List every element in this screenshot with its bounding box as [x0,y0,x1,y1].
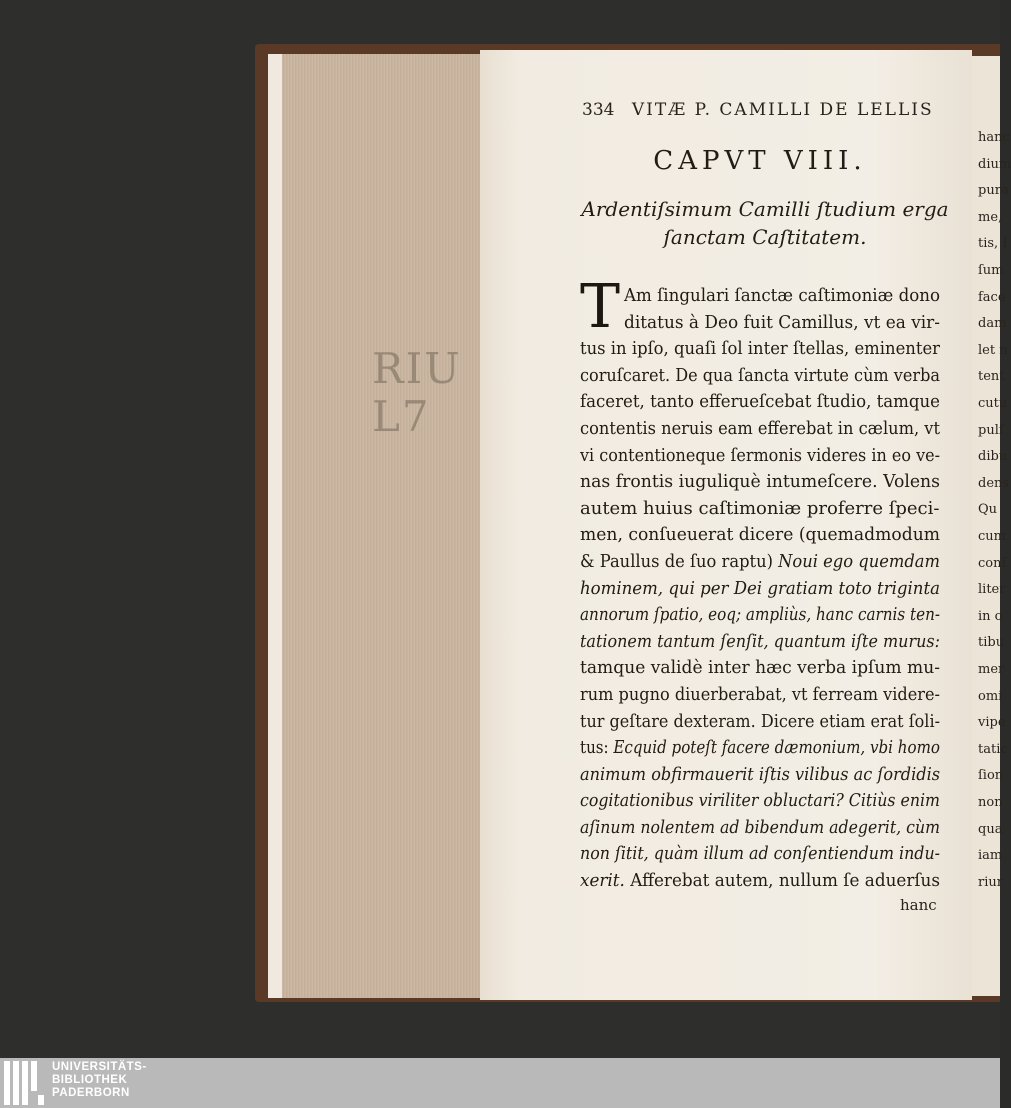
text-line: annorum ſpatio, eoq; ampliùs, hanc carnis ten- [580,604,940,626]
text-line: tamque validè inter hæc verba ipſum mu- [580,657,940,679]
next-page-fragment: ſum [978,263,1004,278]
text-line: tur geſtare dexteram. Dicere etiam erat ſoli- [580,710,940,732]
next-page-fragment: pulſ [978,422,1004,438]
chapter-subtitle [580,195,950,251]
stamp-line: L7 [372,392,431,441]
logo-line: UNIVERSITÄTS- [52,1061,147,1073]
next-page-fragment: face [978,289,1006,305]
drop-cap: T [580,272,621,342]
next-page-fragment: iam [978,848,1003,864]
text-line: cogitationibus viriliter obluctari? Citiùs enim [580,790,940,812]
next-page-fragment: me, [978,209,1003,225]
next-page-fragment: non [978,795,1003,810]
next-page-fragment: let n [978,342,1008,358]
logo-line: BIBLIOTHEK [52,1074,128,1086]
text-line: hominem, qui per Dei gratiam toto triginta [580,577,940,599]
text-line: nas frontis iuguliquè intumeſcere. Volens [580,471,940,493]
next-page-fragment: liter [978,582,1006,598]
next-page-fragment: riur [978,874,1003,890]
text-line: tationem tantum ſenſit, quantum iſte murus: [580,630,940,652]
text-line: animum obfirmauerit iſtis vilibus ac ſordidis [580,763,940,785]
library-stamp [372,345,472,455]
library-logo-icon [4,1061,44,1105]
next-page-fragment: tibu [978,635,1005,651]
text-line: Am ſingulari ſanctæ caſtimoniæ dono [624,285,940,306]
next-page-fragment: in o [978,608,1003,624]
next-page-fragment: vipe [978,715,1006,731]
running-head [582,100,942,120]
text-line: rum pugno diuerberabat, vt ferream videre- [580,683,940,705]
next-page-fragment: ſion [978,768,1004,784]
page-edges [268,54,480,998]
text-line: aſinum nolentem ad bibendum adegerit, cùm [580,816,940,838]
subtitle-line: Ardentiſsimum Camilli ſtudium erga [581,197,949,221]
chapter-heading: CAPVT VIII. [653,146,867,176]
text-line: men, conſueuerat dicere (quemadmodum [580,524,940,546]
next-page-fragment: conſ [978,555,1007,571]
text-line: tus: Ecquid poteſt facere dæmonium, vbi homo [580,737,940,759]
text-line: & Paullus de ſuo raptu) Noui ego quemdam [580,550,940,572]
logo-line: PADERBORN [52,1087,130,1099]
text-line: ditatus à Deo fuit Camillus, vt ea vir- [624,311,940,333]
next-page-fragment: cutu [978,396,1008,411]
next-page-fragment: dens [978,475,1010,491]
stamp-line: RIU [372,344,462,393]
next-page-fragment: mer [978,662,1005,677]
text-line: coruſcaret. De qua ſancta virtute cùm verba [580,364,940,386]
footer-bar [0,1058,1000,1108]
subtitle-line: ſanctam Caſtitatem. [663,225,867,249]
library-logo-text [52,1061,147,1100]
next-page-fragment: omi [978,688,1003,704]
next-page-edge [972,56,1011,996]
next-page-fragment: hanc [978,130,1010,145]
catchword: hanc [900,896,937,914]
next-page-fragment: Qu [978,502,998,518]
next-page-fragment: qua [978,821,1003,837]
flyleaf-edge [268,54,282,998]
next-page-fragment: tent [978,369,1005,385]
next-page-fragment: dium [978,156,1011,172]
text-line: contentis neruis eam efferebat in cælum, vt [580,417,940,439]
next-page-fragment: pura [978,183,1009,199]
next-page-fragment: dibu [978,449,1008,465]
text-line: vi contentioneque ſermonis videres in eo ve- [580,444,940,466]
text-line: autem huius caſtimoniæ proferre ſpeci- [580,497,940,519]
text-line: xerit. Afferebat autem, nullum ſe aduerſus [580,870,940,892]
page-number: 334 [582,100,615,120]
next-page-fragment: dam [978,316,1007,332]
next-page-fragment: cum [978,529,1006,544]
body-text [580,272,940,895]
next-page-fragment: tis, I [978,236,1008,252]
next-page-fragment: tatic [978,741,1008,757]
text-line: non ſitit, quàm illum ad conſentiendum indu- [580,843,940,865]
text-line: tus in ipſo, quaſi ſol inter ſtellas, eminenter [580,338,940,360]
text-line: faceret, tanto efferueſcebat ſtudio, tamque [580,391,940,413]
running-title: VITÆ P. CAMILLI DE LELLIS [631,100,934,120]
